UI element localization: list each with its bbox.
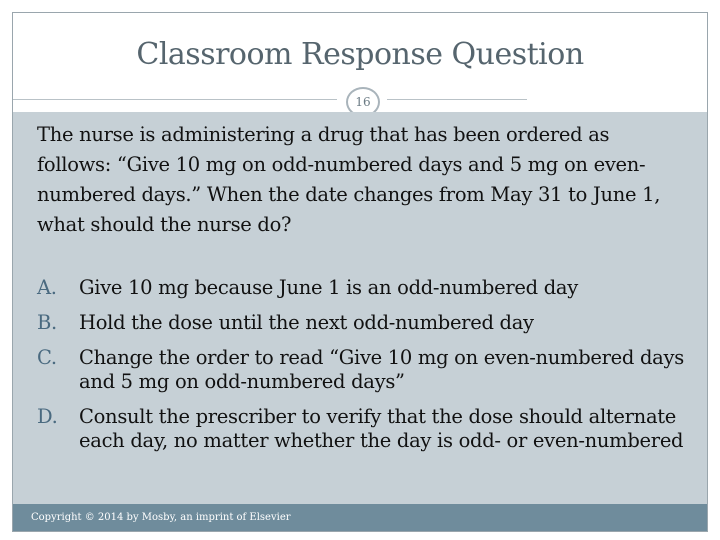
title-divider-left (13, 99, 337, 100)
copyright-footer: Copyright © 2014 by Mosby, an imprint of Elsevier (31, 512, 291, 523)
page-number-badge: 16 (346, 87, 380, 117)
option-letter: A. (37, 276, 57, 299)
option-letter: D. (37, 405, 58, 428)
option-letter: C. (37, 346, 57, 369)
option-text: Change the order to read “Give 10 mg on even-numbered days and 5 mg on odd-numbered days” (79, 346, 684, 393)
option-text: Give 10 mg because June 1 is an odd-numbered day (79, 276, 578, 299)
title-area (13, 13, 707, 109)
option-text: Hold the dose until the next odd-numbered day (79, 311, 534, 334)
option-c[interactable] (37, 346, 687, 394)
slide (12, 12, 708, 532)
option-b[interactable] (37, 311, 687, 335)
slide-title: Classroom Response Question (136, 37, 584, 72)
content-area (13, 112, 707, 504)
option-text: Consult the prescriber to verify that the dose should alternate each day, no matter whether the day is odd- or even-numbered (79, 405, 684, 452)
option-a[interactable] (37, 276, 687, 300)
question-text: The nurse is administering a drug that has been ordered as follows: “Give 10 mg on odd-numbered days and 5 mg on even-numbered days.” When the date changes from May 31 to June 1, what should the nurse do? (37, 123, 661, 236)
answer-options (37, 276, 687, 464)
option-letter: B. (37, 311, 57, 334)
title-divider-right (387, 99, 527, 100)
footer-bar (13, 504, 707, 531)
option-d[interactable] (37, 405, 687, 453)
